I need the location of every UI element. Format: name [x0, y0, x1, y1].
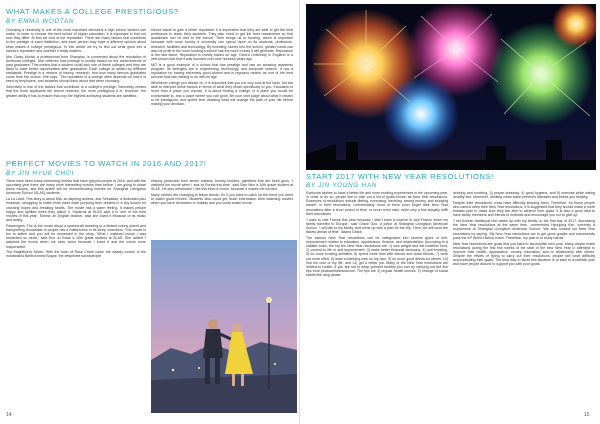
paragraph: drinking and smoking, 3) proper dressing, 4) good hygiene, and 5) exercise while eating healthy diet. Moreover, drinking clean water prevents diseases and keeps you healthy.	[453, 191, 595, 200]
paragraph: Whichever college you decide on, it is important that you not only look at the facts, but are able to interpret these factors in terms of what they mean specifically to you. Education is more than a place you choose, it is about finding a college or a place you would be comfortable in, and a place where you can grow. Be your own judge about what it means to be prestigious, and spend time deciding what will change the path of your life before making your decision.	[151, 81, 293, 106]
article-column	[151, 179, 293, 235]
article-byline: BY JIN YOUNG HAN	[306, 182, 378, 189]
paragraph: There have been many interesting movies that have gripped people in 2016, and with the upcoming year there are many more interesting movies than before. I am going to share these movies, and this article will be recommending movies for Shanghai Livingston American School (SLAS) students.	[6, 179, 146, 196]
paragraph: Mrs. Daisy Morita, a professional from Shanghai, is concerned about the reputation of American colleges. She believes that prestige is mostly based on the achievements of past graduates. This means that a student could pick one of these colleges and they are likely to have better opportunities after graduation. Each college is ranked by different standards. Prestige is a mixture of history, research, and how many famous graduates come from the school. She says, 'The reputation of a college often depends on how it is seen by employers, and students should think about that when choosing.'	[6, 54, 146, 84]
article-column	[6, 179, 146, 411]
paragraph: Passengers: The is the movie about a spacecraft traveling to a distant colony planet and transporting thousands of people has a malfunction in its sleep chambers. This movie is fun to watch and you will be immersed in the story. 'What I watched movie I was immersed so much,' said Eun Ju Kwak a 10th grade student at SLAS. She added 'I watched the movie when our work down because I loved it and the movie more suspenseful.'	[6, 223, 146, 249]
article-column	[151, 28, 293, 154]
paragraph: La La Land: This story is about Mia, an aspiring actress, and Sebastian, a dedicated jazz musician, struggling to make ends meet while pursuing their dreams in a city known for crushing hopes and breaking hearts. The movie has a warm feeling. It makes people happy and uplifted when they watch it. Students at SLAS said it is 'one of the best movies of this year'. Emma, an English teacher, said she loved it because of its music and acting.	[6, 197, 146, 222]
paragraph: school wants to gain a better reputation it is imperative that they are able to get the best professors to teach their students. They also need to get the best researchers so that academics can be tied to the school. Their brings us to funding, which is important because with more money a university can spend more on its students, professors, research, facilities and technology. By investing money into the school, greater funds can also be profit in the more funding a school has the more money it will generate. Reputation is the last factor. Reputation is mostly based on age. Oxford University in England is a well-known fact that it was founded over nine hundred years ago.	[151, 28, 293, 62]
paragraph: Many movies are changing to fellow trends. So if you want to catch up the trend you need to watch good movies. Students also could get much information from watching movies when you have recreation or holiday and you could watch movie.	[151, 193, 293, 206]
paragraph: Choosing a university is one of the most important decisions a high school student can make. In order to choose the best school of higher education, it is important to find out how they differ. At first we look at the reputation. There are many factors that contribute to the prestige of each institution, and each person may have a different opinion about what makes a college prestigious. In this article we try to find out what goes into a school's reputation and whether it really matters.	[6, 28, 146, 53]
article-column	[453, 191, 595, 413]
paragraph: 'I set Korean traditional rice cakes up with my family on the first day of 2017, discussing the New Year resolutions at the same time,' commented Hyunjung Kim, currently a sophomore at Shanghai Livingston American School. 'We also shared our New Year resolutions by saying, 'My New Year resolutions are to get good grades and successfully pass the AP World History exam. Therefore, my plan is to study harder.'	[453, 219, 595, 240]
movie-photo	[151, 240, 297, 413]
article-title: START 2017 WITH NEW YEAR RESOLUTIONS!	[306, 172, 494, 181]
article-title: WHAT MAKES A COLLEGE PRESTIGIOUS?	[6, 7, 179, 16]
paragraph: New Year resolutions are goals that you want to accomplish next year. Many people make resolutions during the first few weeks of the start of the new New Year in attempts to improve their health, appearance, money, education, and or relationship with others. Despite the efforts of trying to carry out their resolutions, people still have difficulty accomplishing their goals. The best way to avoid this situation is to stick to a realistic plan and have people around to support you with your goals.	[453, 241, 595, 267]
paragraph: Everyone wishes to have a better life and more exciting experiences in the upcoming year. In order to do so, people like to plan out a list of goals known as New Year resolutions. Examples of resolutions include dieting, exercising, traveling, saving money, and studying harder. In their resolutions, Unfortunately, most of them soon forget their New Year resolutions after a short period of time, or never even start, while only a few actually fulfill their resolutions.	[306, 191, 448, 216]
movie-scene-image	[151, 240, 297, 413]
paragraph: The Magnificent Seven: With the town of Rose Creek under the deadly control of the industrialist Bartholomew Bogue, the desperate townspeople	[6, 250, 146, 259]
paragraph: Selectivity is one of the factors that contribute to a college's prestige. Selectivity means that the more applicants the school receives, the more prestigious it is. However, the greater ability it has to ensure that only the highest achieving students are admitted.	[6, 85, 146, 98]
article-byline: BY JIN HYUK CHOI	[6, 170, 75, 177]
article-column	[6, 28, 146, 154]
fireworks-image	[306, 4, 596, 170]
paragraph: MIT is a good example of a school that has prestige and has an amazing academic program. Its strengths are in engineering, technology, and computer science. It has a reputation for having extremely good alumni and is regularly ranked as one of the best schools that has nothing to do with its age.	[151, 62, 293, 80]
article-column	[306, 191, 448, 413]
paragraph: Despite their resolutions, most have difficulty keeping them. Therefore, for those people who cannot keep their New Year resolutions, it is suggested that they should make a more realistic plan to make sure they are able to achieve their goals. It is also a good idea to have family members and friends to motivate and encourage you not to give up.	[453, 200, 595, 218]
paragraph: The various New Year resolutions can be categorized into several types of self-improvement related to education, appearance, finance, and relationships. According to a statistic brain, the top ten New Year resolutions are: 1) lose weight and eat healthier food, 2) commit to life or self-improvement, 3) make better financial decisions, 4) quit smoking, 5) do more exciting activities, 6) spend more time with friends and close friends, 7) work out more often, 8) learn something new on my own, 9) do more good deeds for others, 10) find the love of my life, and 11) get a better job. Many of the New Year resolutions are related to health. If you are not to keep yourself healthy you can try carrying out the five tips from peakwellnesbookcom. The tips are 1) regular health checks, 2) change of social habits like drug abuse,	[306, 235, 448, 278]
page-number: 14	[6, 412, 12, 418]
right-page	[300, 0, 600, 424]
page-number: 15	[584, 412, 590, 418]
paragraph: 'I want to visit France this year because I didn't have a chance to visit France when my family traveled to Europe,' said Grace Goo, a junior at Shanghai Livingston American School. 'I will talk to my family, and come up with a plan for the trip. Then, we will book the tickets ahead of time,' added Grace.	[306, 217, 448, 234]
article-title: PERFECT MOVIES TO WATCH IN 2016 AND 2017!	[6, 159, 207, 168]
fireworks-photo	[306, 4, 596, 170]
paragraph: employ protection from seven outlaws, bounty hunters, gamblers that are hired guns. 'I watched the movie when I was at Florida this time,' said Sam Mun a 10th grade student at SLAS. He also mentioned 'I like this kind of movie, because it makes me excited.'	[151, 179, 293, 192]
article-byline: BY EMMA WODTAN	[6, 18, 75, 25]
